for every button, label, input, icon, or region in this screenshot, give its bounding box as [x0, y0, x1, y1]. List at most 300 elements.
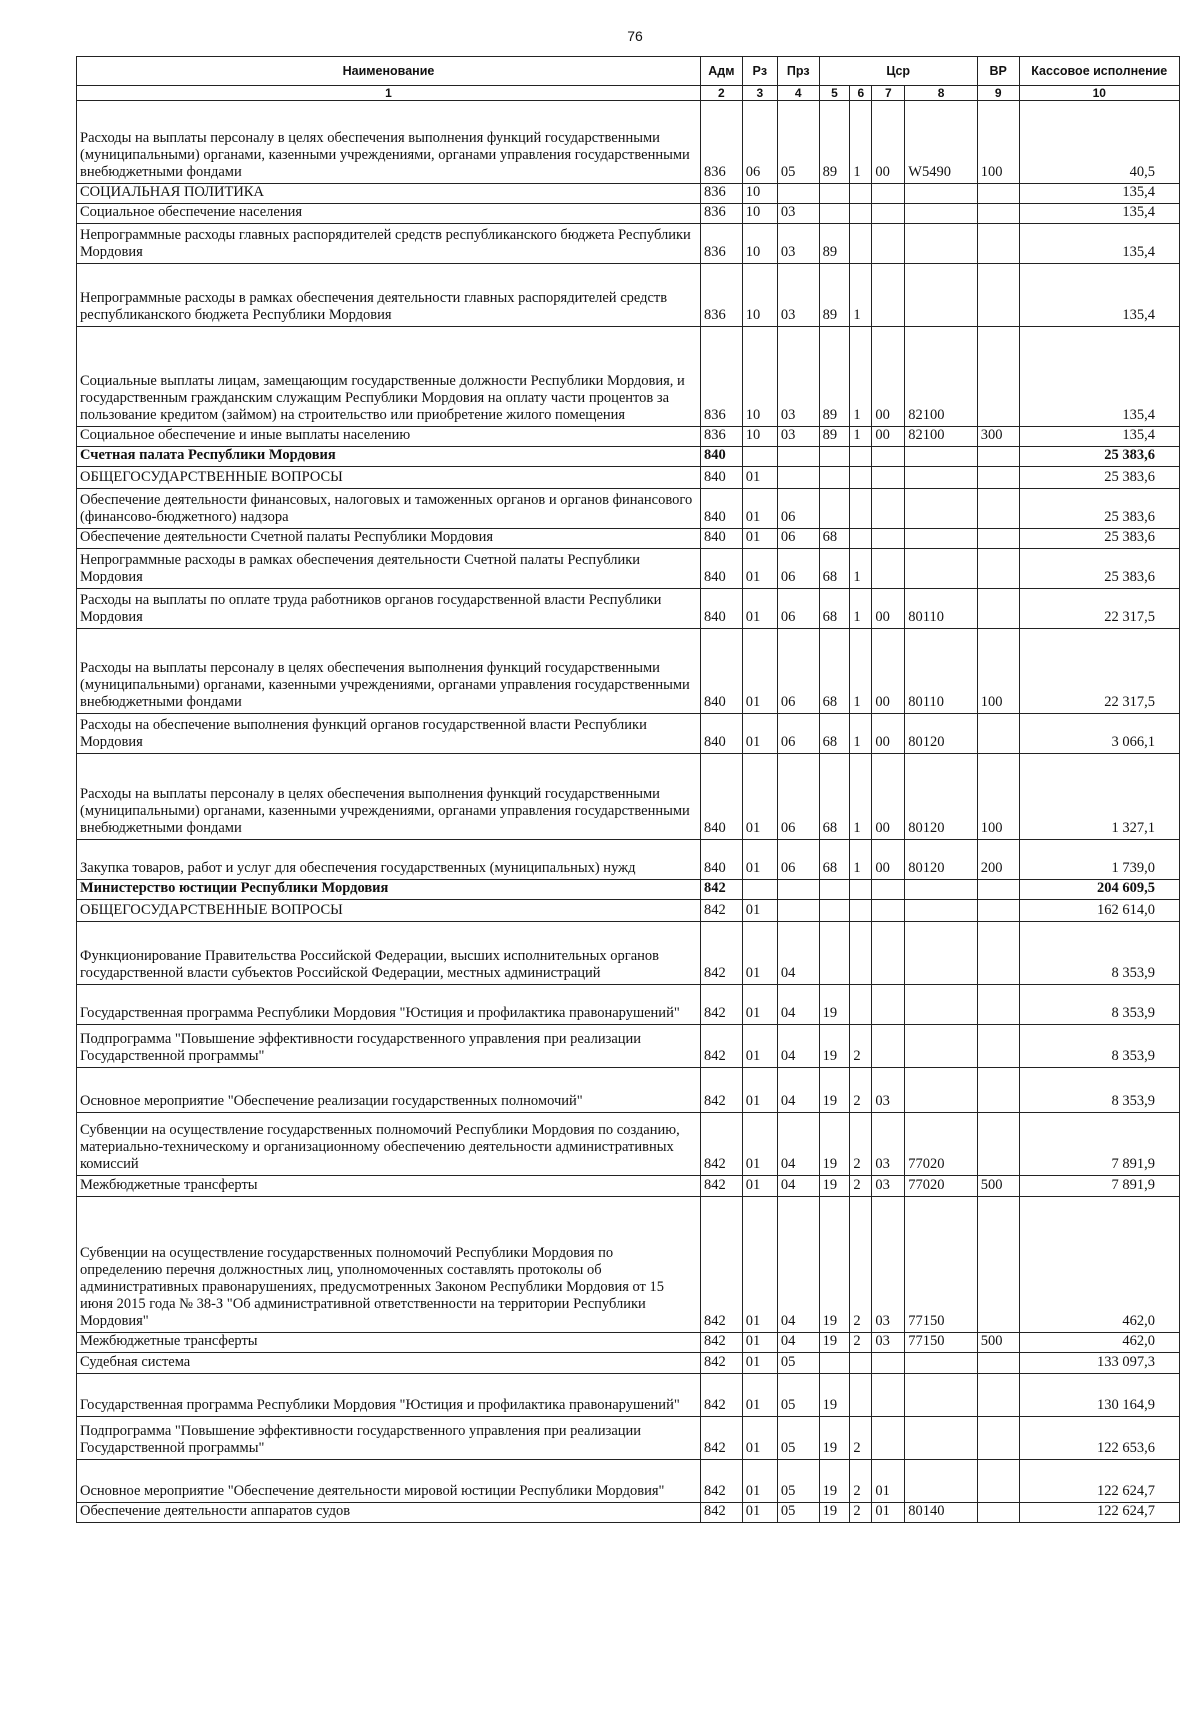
table-row [77, 1176, 1180, 1197]
row-amount: 122 624,7 [1019, 1460, 1179, 1503]
row-name: СОЦИАЛЬНАЯ ПОЛИТИКА [77, 184, 701, 204]
row-prz: 04 [777, 922, 819, 985]
row-csr-direction: 82100 [905, 427, 978, 447]
table-row [77, 629, 1180, 714]
row-name: Социальное обеспечение и иные выплаты населению [77, 427, 701, 447]
row-csr-program: 68 [819, 754, 850, 840]
row-csr-direction [905, 880, 978, 900]
row-csr-direction [905, 529, 978, 549]
header-adm: Адм [700, 57, 742, 86]
row-prz: 03 [777, 204, 819, 224]
row-csr-subprogram: 2 [850, 1503, 872, 1523]
row-vr [977, 1417, 1019, 1460]
row-rz: 01 [742, 840, 777, 880]
row-prz: 06 [777, 529, 819, 549]
row-rz: 10 [742, 264, 777, 327]
row-prz: 03 [777, 327, 819, 427]
row-vr: 100 [977, 754, 1019, 840]
row-csr-subprogram: 2 [850, 1197, 872, 1333]
row-rz: 01 [742, 985, 777, 1025]
row-name: Обеспечение деятельности финансовых, налоговых и таможенных органов и органов финансового (финансово-бюджетного) надзора [77, 489, 701, 529]
row-vr [977, 1460, 1019, 1503]
row-rz: 01 [742, 467, 777, 489]
row-amount: 22 317,5 [1019, 629, 1179, 714]
row-csr-subprogram: 1 [850, 101, 872, 184]
row-csr-program [819, 922, 850, 985]
row-prz: 04 [777, 985, 819, 1025]
row-csr-event: 00 [872, 754, 905, 840]
table-row [77, 489, 1180, 529]
row-csr-subprogram [850, 1353, 872, 1374]
header-amount: Кассовое исполнение [1019, 57, 1179, 86]
row-amount: 7 891,9 [1019, 1176, 1179, 1197]
row-prz: 04 [777, 1068, 819, 1113]
row-vr [977, 1113, 1019, 1176]
row-amount: 3 066,1 [1019, 714, 1179, 754]
row-adm: 840 [700, 467, 742, 489]
row-csr-program: 68 [819, 714, 850, 754]
row-csr-subprogram [850, 922, 872, 985]
budget-execution-table [76, 56, 1180, 1523]
row-amount: 25 383,6 [1019, 549, 1179, 589]
row-name: Расходы на выплаты персоналу в целях обеспечения выполнения функций государственными (муниципальными) органами, казенными учреждениями, органами управления государственными внебюджетными фондами [77, 101, 701, 184]
row-name: ОБЩЕГОСУДАРСТВЕННЫЕ ВОПРОСЫ [77, 467, 701, 489]
column-number: 2 [700, 86, 742, 101]
row-name: Межбюджетные трансферты [77, 1333, 701, 1353]
table-row [77, 1460, 1180, 1503]
row-csr-event [872, 922, 905, 985]
row-rz [742, 880, 777, 900]
row-rz: 10 [742, 427, 777, 447]
row-csr-subprogram: 1 [850, 327, 872, 427]
row-amount: 1 739,0 [1019, 840, 1179, 880]
table-row [77, 1068, 1180, 1113]
row-prz: 06 [777, 629, 819, 714]
row-csr-event: 00 [872, 714, 905, 754]
row-csr-event [872, 900, 905, 922]
row-adm: 836 [700, 327, 742, 427]
row-csr-subprogram [850, 489, 872, 529]
row-name: Подпрограмма "Повышение эффективности государственного управления при реализации Государственной программы" [77, 1025, 701, 1068]
table-row [77, 184, 1180, 204]
row-rz: 01 [742, 922, 777, 985]
row-rz: 01 [742, 900, 777, 922]
table-row [77, 1353, 1180, 1374]
row-csr-subprogram [850, 184, 872, 204]
row-name: Субвенции на осуществление государственных полномочий Республики Мордовия по созданию, материально-техническому и организационному обеспечению деятельности административных комиссий [77, 1113, 701, 1176]
row-csr-event: 00 [872, 840, 905, 880]
row-csr-event: 00 [872, 629, 905, 714]
row-amount: 130 164,9 [1019, 1374, 1179, 1417]
row-csr-program: 89 [819, 427, 850, 447]
row-vr [977, 589, 1019, 629]
row-vr [977, 327, 1019, 427]
table-row [77, 1333, 1180, 1353]
row-amount: 135,4 [1019, 427, 1179, 447]
row-adm: 842 [700, 1113, 742, 1176]
row-csr-event: 03 [872, 1176, 905, 1197]
row-prz [777, 184, 819, 204]
row-amount: 25 383,6 [1019, 529, 1179, 549]
row-name: Обеспечение деятельности аппаратов судов [77, 1503, 701, 1523]
row-prz: 06 [777, 589, 819, 629]
row-csr-program [819, 900, 850, 922]
row-name: Государственная программа Республики Мордовия "Юстиция и профилактика правонарушений" [77, 985, 701, 1025]
row-name: Обеспечение деятельности Счетной палаты Республики Мордовия [77, 529, 701, 549]
row-adm: 836 [700, 224, 742, 264]
row-adm: 842 [700, 1176, 742, 1197]
row-prz: 03 [777, 427, 819, 447]
row-csr-subprogram: 2 [850, 1417, 872, 1460]
row-csr-direction [905, 1460, 978, 1503]
row-name: Непрограммные расходы в рамках обеспечения деятельности главных распорядителей средств республиканского бюджета Республики Мордовия [77, 264, 701, 327]
row-csr-program: 19 [819, 1460, 850, 1503]
row-name: Социальное обеспечение населения [77, 204, 701, 224]
row-csr-direction: 77150 [905, 1333, 978, 1353]
row-csr-program [819, 204, 850, 224]
table-row [77, 447, 1180, 467]
row-csr-program: 89 [819, 327, 850, 427]
column-number: 8 [905, 86, 978, 101]
row-csr-program: 19 [819, 1197, 850, 1333]
row-csr-event [872, 549, 905, 589]
table-row [77, 1197, 1180, 1333]
row-csr-subprogram: 1 [850, 629, 872, 714]
row-csr-subprogram [850, 985, 872, 1025]
row-csr-event [872, 204, 905, 224]
row-adm: 842 [700, 1417, 742, 1460]
row-csr-direction [905, 1374, 978, 1417]
row-adm: 842 [700, 1374, 742, 1417]
header-row [77, 57, 1180, 86]
row-rz: 01 [742, 589, 777, 629]
row-csr-event: 00 [872, 101, 905, 184]
table-row [77, 714, 1180, 754]
row-csr-subprogram: 1 [850, 427, 872, 447]
row-csr-event: 03 [872, 1333, 905, 1353]
row-amount: 25 383,6 [1019, 447, 1179, 467]
row-csr-program: 19 [819, 1113, 850, 1176]
row-vr [977, 985, 1019, 1025]
row-csr-event [872, 529, 905, 549]
row-amount: 135,4 [1019, 204, 1179, 224]
table-row [77, 467, 1180, 489]
row-csr-program: 89 [819, 264, 850, 327]
row-adm: 842 [700, 900, 742, 922]
row-rz: 01 [742, 714, 777, 754]
row-amount: 135,4 [1019, 327, 1179, 427]
row-rz: 01 [742, 1068, 777, 1113]
row-csr-event [872, 224, 905, 264]
row-csr-event [872, 985, 905, 1025]
row-name: Основное мероприятие "Обеспечение реализации государственных полномочий" [77, 1068, 701, 1113]
column-number: 6 [850, 86, 872, 101]
row-amount: 7 891,9 [1019, 1113, 1179, 1176]
table-row [77, 754, 1180, 840]
row-vr [977, 1353, 1019, 1374]
column-number: 7 [872, 86, 905, 101]
table-row [77, 549, 1180, 589]
row-csr-event: 01 [872, 1460, 905, 1503]
row-name: Расходы на выплаты персоналу в целях обеспечения выполнения функций государственными (муниципальными) органами, казенными учреждениями, органами управления государственными внебюджетными фондами [77, 754, 701, 840]
row-csr-direction [905, 467, 978, 489]
row-name: Подпрограмма "Повышение эффективности государственного управления при реализации Государственной программы" [77, 1417, 701, 1460]
row-csr-direction [905, 1417, 978, 1460]
row-amount: 25 383,6 [1019, 467, 1179, 489]
row-rz: 01 [742, 549, 777, 589]
row-vr [977, 224, 1019, 264]
row-csr-event [872, 1353, 905, 1374]
row-vr: 300 [977, 427, 1019, 447]
row-prz: 03 [777, 264, 819, 327]
table-row [77, 589, 1180, 629]
row-name: Межбюджетные трансферты [77, 1176, 701, 1197]
row-csr-program: 68 [819, 629, 850, 714]
row-adm: 842 [700, 1025, 742, 1068]
row-csr-subprogram [850, 204, 872, 224]
row-csr-subprogram [850, 1374, 872, 1417]
table-row [77, 1374, 1180, 1417]
row-csr-program: 19 [819, 985, 850, 1025]
row-vr: 500 [977, 1333, 1019, 1353]
row-rz: 01 [742, 1353, 777, 1374]
row-adm: 842 [700, 1068, 742, 1113]
row-adm: 840 [700, 549, 742, 589]
row-amount: 462,0 [1019, 1197, 1179, 1333]
row-vr [977, 1503, 1019, 1523]
header-rz: Рз [742, 57, 777, 86]
row-rz: 06 [742, 101, 777, 184]
row-vr: 500 [977, 1176, 1019, 1197]
row-adm: 840 [700, 529, 742, 549]
row-vr [977, 549, 1019, 589]
row-rz: 01 [742, 754, 777, 840]
row-prz [777, 467, 819, 489]
row-name: Расходы на выплаты персоналу в целях обеспечения выполнения функций государственными (муниципальными) органами, казенными учреждениями, органами управления государственными внебюджетными фондами [77, 629, 701, 714]
row-csr-direction: 80110 [905, 629, 978, 714]
row-name: Закупка товаров, работ и услуг для обеспечения государственных (муниципальных) нужд [77, 840, 701, 880]
row-amount: 8 353,9 [1019, 985, 1179, 1025]
row-prz: 03 [777, 224, 819, 264]
row-rz: 01 [742, 1197, 777, 1333]
table-row [77, 529, 1180, 549]
row-csr-program [819, 489, 850, 529]
row-name: Судебная система [77, 1353, 701, 1374]
header-csr: Цср [819, 57, 977, 86]
row-vr [977, 1374, 1019, 1417]
row-vr: 100 [977, 101, 1019, 184]
row-csr-subprogram [850, 529, 872, 549]
row-vr: 200 [977, 840, 1019, 880]
table-row [77, 1025, 1180, 1068]
row-csr-program: 68 [819, 840, 850, 880]
row-csr-direction: 77150 [905, 1197, 978, 1333]
row-csr-subprogram: 1 [850, 840, 872, 880]
row-csr-direction: 80120 [905, 714, 978, 754]
row-rz: 10 [742, 224, 777, 264]
row-vr [977, 184, 1019, 204]
row-csr-direction [905, 204, 978, 224]
row-csr-program: 19 [819, 1503, 850, 1523]
table-row [77, 101, 1180, 184]
row-csr-program [819, 1353, 850, 1374]
row-rz: 10 [742, 204, 777, 224]
row-csr-event: 01 [872, 1503, 905, 1523]
row-csr-program [819, 467, 850, 489]
row-name: Счетная палата Республики Мордовия [77, 447, 701, 467]
row-csr-event [872, 264, 905, 327]
row-name: Непрограммные расходы главных распорядителей средств республиканского бюджета Республики Мордовия [77, 224, 701, 264]
row-csr-subprogram: 1 [850, 714, 872, 754]
row-vr [977, 900, 1019, 922]
table-row [77, 900, 1180, 922]
row-csr-direction [905, 1025, 978, 1068]
row-prz: 06 [777, 840, 819, 880]
row-rz: 01 [742, 1333, 777, 1353]
row-prz [777, 900, 819, 922]
row-adm: 836 [700, 427, 742, 447]
row-csr-subprogram: 1 [850, 589, 872, 629]
row-csr-program: 19 [819, 1068, 850, 1113]
row-csr-direction [905, 224, 978, 264]
row-prz: 06 [777, 549, 819, 589]
row-csr-program: 19 [819, 1333, 850, 1353]
row-csr-program [819, 880, 850, 900]
row-rz: 01 [742, 1176, 777, 1197]
row-csr-event [872, 880, 905, 900]
row-adm: 840 [700, 447, 742, 467]
column-number: 1 [77, 86, 701, 101]
row-amount: 462,0 [1019, 1333, 1179, 1353]
row-csr-direction [905, 922, 978, 985]
table-row [77, 840, 1180, 880]
row-csr-direction [905, 447, 978, 467]
row-rz: 01 [742, 1460, 777, 1503]
row-vr [977, 529, 1019, 549]
row-vr [977, 467, 1019, 489]
column-number: 10 [1019, 86, 1179, 101]
row-amount: 25 383,6 [1019, 489, 1179, 529]
row-vr [977, 264, 1019, 327]
row-name: Социальные выплаты лицам, замещающим государственные должности Республики Мордовия, и государственным гражданским служащим Республики Мордовия на оплату части процентов за пользование кредитом (займом) на строительство или приобретение жилого помещения [77, 327, 701, 427]
row-adm: 842 [700, 1503, 742, 1523]
row-amount: 135,4 [1019, 224, 1179, 264]
row-amount: 8 353,9 [1019, 922, 1179, 985]
row-adm: 840 [700, 840, 742, 880]
table-row [77, 264, 1180, 327]
row-vr: 100 [977, 629, 1019, 714]
row-csr-event [872, 1417, 905, 1460]
row-csr-event [872, 447, 905, 467]
row-name: Основное мероприятие "Обеспечение деятельности мировой юстиции Республики Мордовия" [77, 1460, 701, 1503]
row-csr-subprogram: 1 [850, 549, 872, 589]
row-csr-subprogram: 1 [850, 264, 872, 327]
row-amount: 135,4 [1019, 184, 1179, 204]
row-csr-direction: 80120 [905, 840, 978, 880]
row-vr [977, 447, 1019, 467]
table-row [77, 985, 1180, 1025]
row-amount: 22 317,5 [1019, 589, 1179, 629]
row-name: Субвенции на осуществление государственных полномочий Республики Мордовия по определению перечня должностных лиц, уполномоченных составлять протоколы об административных правонарушениях, предусмотренных Законом Республики Мордовия от 15 июня 2015 года № 38-З "Об административной ответственности на территории Республики Мордовия" [77, 1197, 701, 1333]
row-prz: 04 [777, 1333, 819, 1353]
row-csr-event: 00 [872, 427, 905, 447]
row-csr-direction [905, 184, 978, 204]
row-csr-subprogram: 2 [850, 1176, 872, 1197]
row-csr-event: 00 [872, 327, 905, 427]
table-row [77, 922, 1180, 985]
column-number: 9 [977, 86, 1019, 101]
row-prz: 06 [777, 754, 819, 840]
row-amount: 8 353,9 [1019, 1025, 1179, 1068]
row-csr-subprogram [850, 447, 872, 467]
row-csr-event: 00 [872, 589, 905, 629]
row-prz: 05 [777, 1374, 819, 1417]
row-csr-subprogram: 2 [850, 1333, 872, 1353]
row-rz: 01 [742, 1503, 777, 1523]
row-csr-program: 19 [819, 1417, 850, 1460]
row-adm: 840 [700, 629, 742, 714]
row-adm: 840 [700, 489, 742, 529]
row-csr-program: 68 [819, 589, 850, 629]
header-vr: ВР [977, 57, 1019, 86]
column-number: 3 [742, 86, 777, 101]
row-csr-direction: 80140 [905, 1503, 978, 1523]
row-csr-subprogram [850, 224, 872, 264]
row-adm: 836 [700, 204, 742, 224]
row-prz: 05 [777, 1460, 819, 1503]
row-prz: 05 [777, 1353, 819, 1374]
row-csr-direction [905, 985, 978, 1025]
row-vr [977, 922, 1019, 985]
row-csr-direction: 77020 [905, 1113, 978, 1176]
row-csr-direction: 80110 [905, 589, 978, 629]
row-csr-direction [905, 1068, 978, 1113]
row-rz: 01 [742, 629, 777, 714]
row-csr-program: 68 [819, 529, 850, 549]
row-vr [977, 880, 1019, 900]
row-csr-direction [905, 549, 978, 589]
row-rz: 01 [742, 1417, 777, 1460]
column-number: 4 [777, 86, 819, 101]
row-csr-subprogram [850, 467, 872, 489]
row-csr-event [872, 1374, 905, 1417]
row-vr [977, 714, 1019, 754]
row-name: Расходы на обеспечение выполнения функций органов государственной власти Республики Мордовия [77, 714, 701, 754]
row-name: Функционирование Правительства Российской Федерации, высших исполнительных органов государственной власти субъектов Российской Федерации, местных администраций [77, 922, 701, 985]
row-adm: 840 [700, 714, 742, 754]
row-adm: 836 [700, 184, 742, 204]
row-csr-subprogram: 2 [850, 1113, 872, 1176]
row-csr-program: 89 [819, 101, 850, 184]
row-csr-direction: 80120 [905, 754, 978, 840]
row-csr-event [872, 1025, 905, 1068]
row-vr [977, 489, 1019, 529]
row-csr-event [872, 489, 905, 529]
row-adm: 840 [700, 589, 742, 629]
row-prz: 04 [777, 1113, 819, 1176]
row-rz: 01 [742, 529, 777, 549]
table-row [77, 1503, 1180, 1523]
row-name: Непрограммные расходы в рамках обеспечения деятельности Счетной палаты Республики Мордовия [77, 549, 701, 589]
column-number: 5 [819, 86, 850, 101]
row-prz [777, 880, 819, 900]
row-adm: 842 [700, 1353, 742, 1374]
row-csr-direction [905, 264, 978, 327]
table-body [77, 101, 1180, 1523]
row-csr-subprogram [850, 900, 872, 922]
table-row [77, 427, 1180, 447]
row-name: Расходы на выплаты по оплате труда работников органов государственной власти Республики Мордовия [77, 589, 701, 629]
